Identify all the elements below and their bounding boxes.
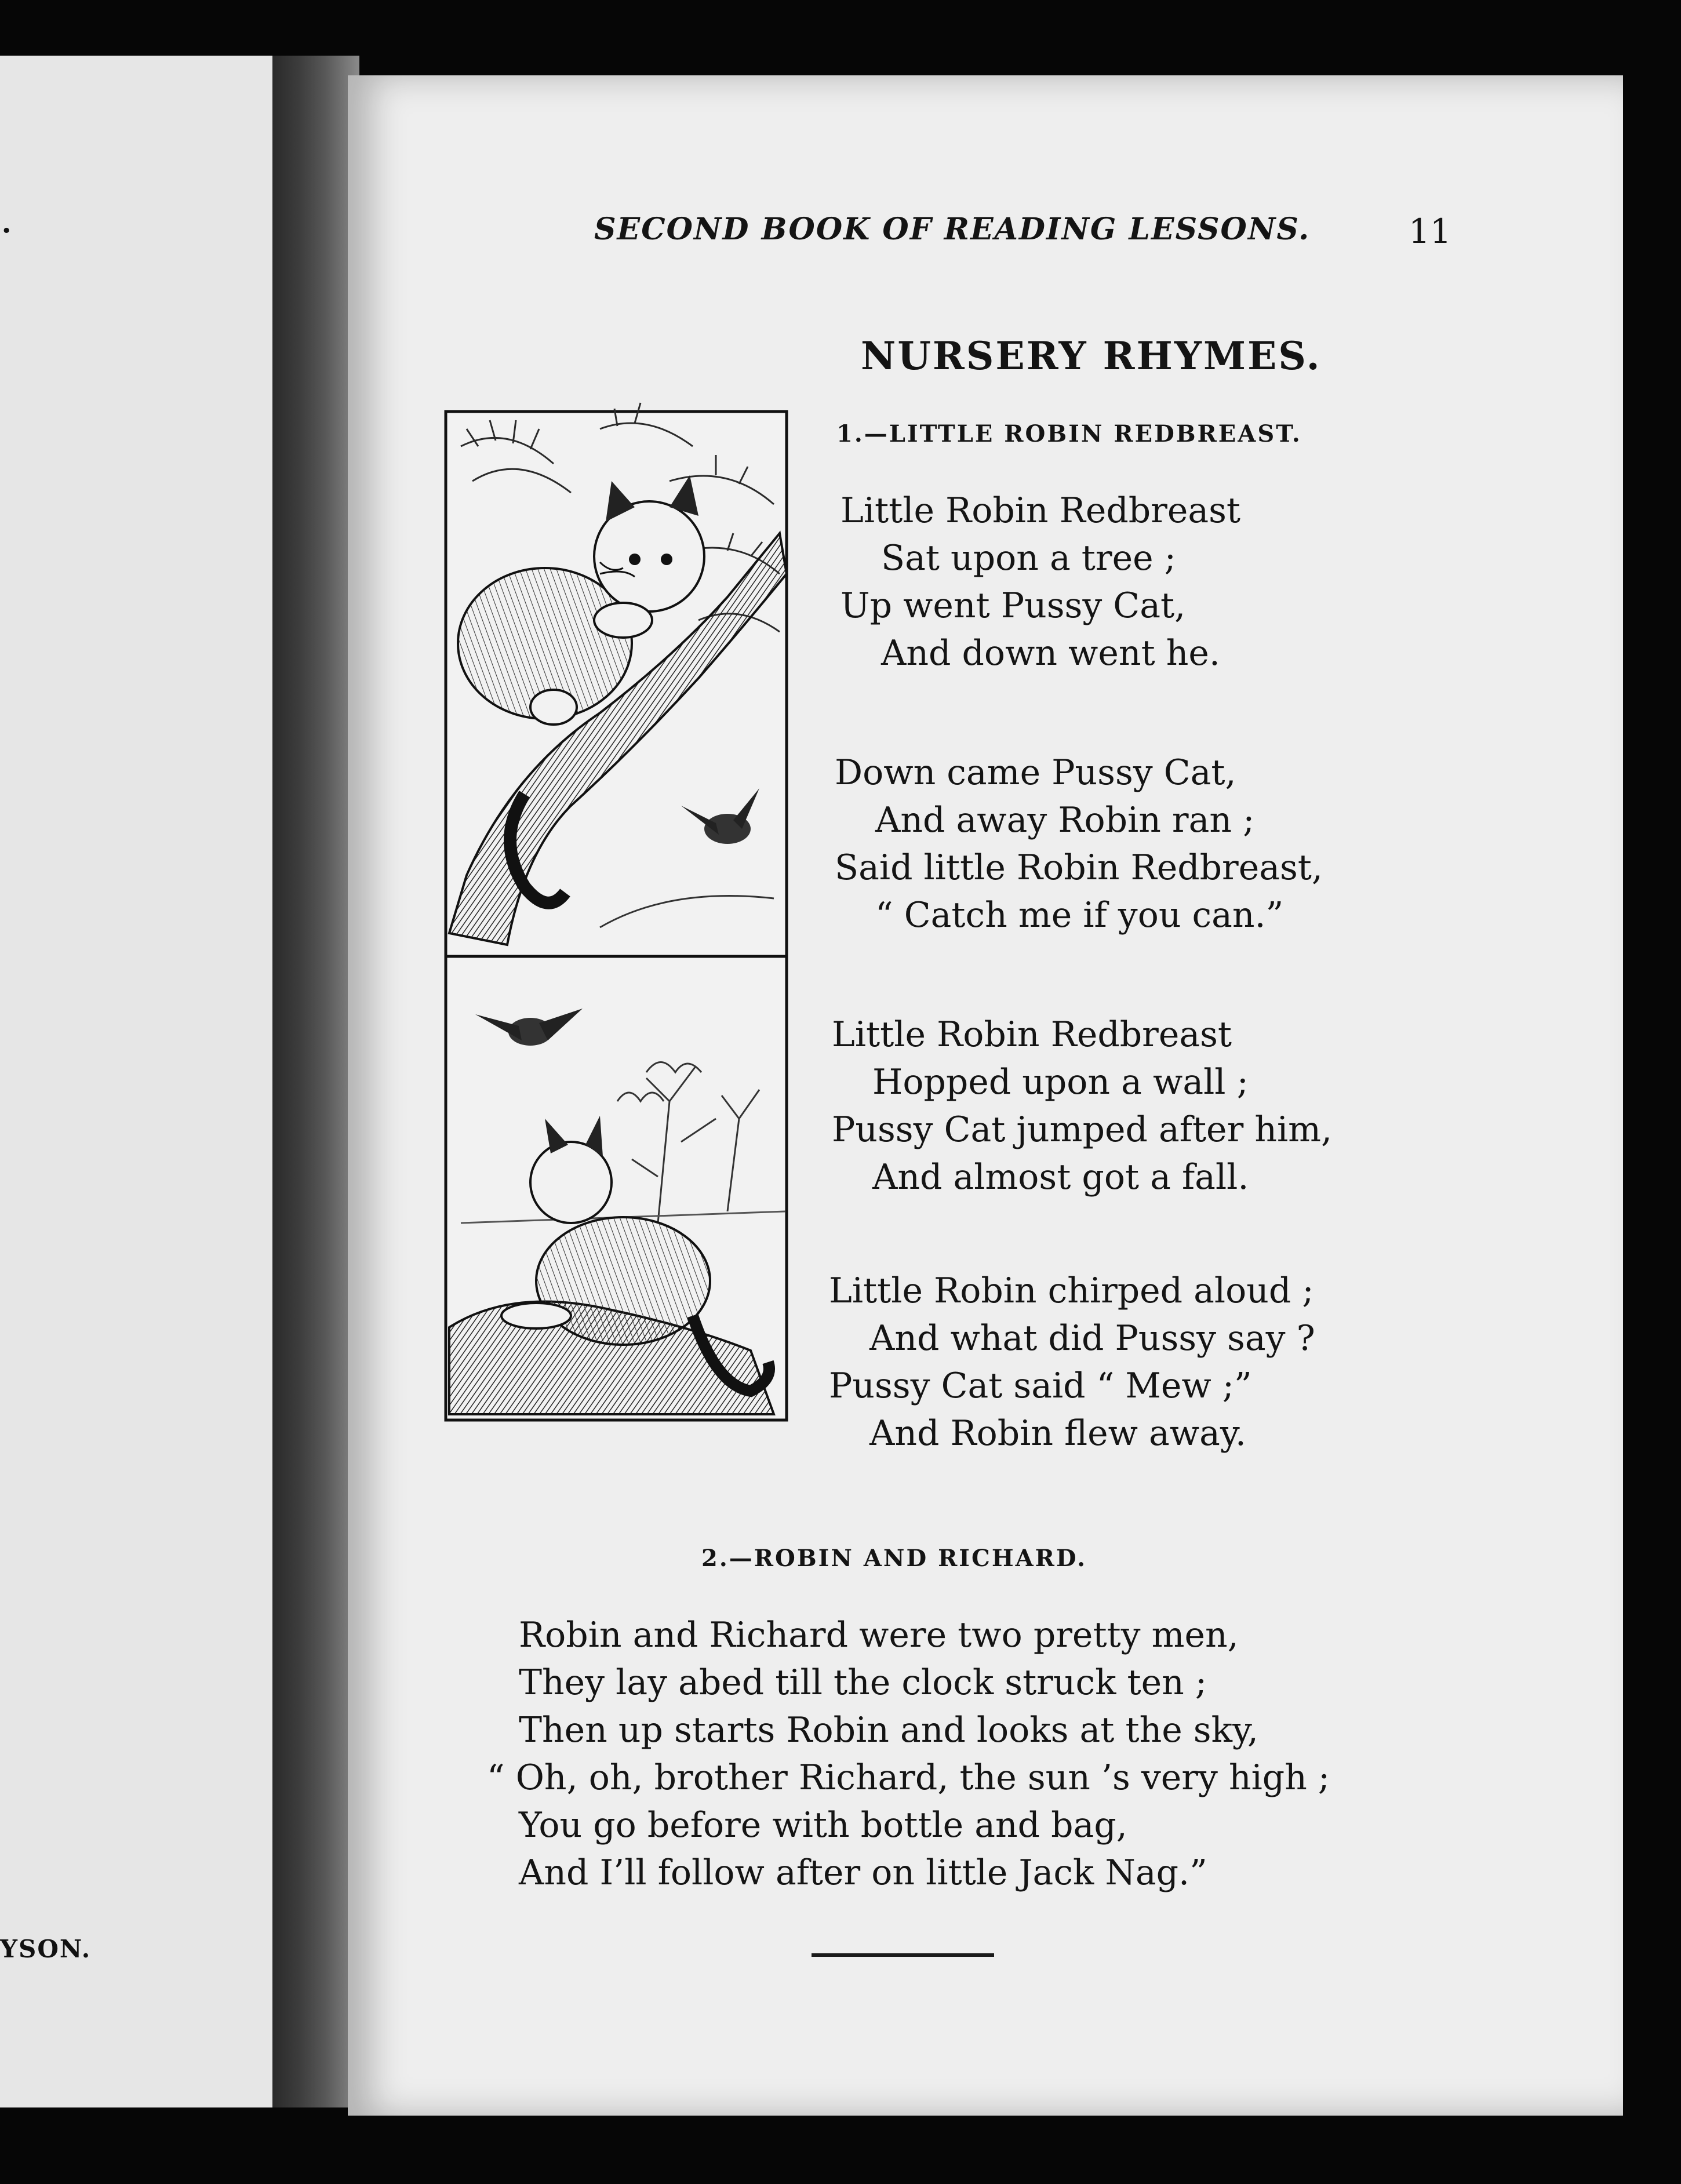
facing-page [0,56,272,2107]
verse-line: And Robin flew away. [869,1413,1246,1454]
verse-line: Pussy Cat said “ Mew ;” [829,1366,1252,1406]
verse-line: You go before with bottle and bag, [519,1805,1127,1846]
verse-line: They lay abed till the clock struck ten ; [519,1662,1207,1703]
facing-page-mark: . [0,195,13,242]
illustration [426,330,791,1432]
section-title: NURSERY RHYMES. [861,333,1322,378]
bottom-panel-cat-watching-robin [446,956,787,1420]
poem-heading-robin-and-richard: 2.—ROBIN AND RICHARD. [701,1545,1087,1572]
verse-line: And away Robin ran ; [875,800,1255,840]
verse-line: And I’ll follow after on little Jack Nag.” [519,1852,1207,1893]
running-head: SECOND BOOK OF READING LESSONS. [594,212,1311,247]
stanza [835,749,1323,939]
verse-line: Little Robin Redbreast [840,490,1240,531]
verse-line: Then up starts Robin and looks at the sky, [519,1710,1258,1750]
facing-page-signature-fragment: YSON. [0,1935,92,1963]
verse-line: “ Catch me if you can.” [875,895,1284,936]
verse-line: And almost got a fall. [872,1157,1249,1197]
verse-line: Down came Pussy Cat, [835,752,1236,793]
verse-line: Pussy Cat jumped after him, [832,1109,1333,1150]
stanza [829,1267,1315,1457]
page-number: 11 [1409,212,1451,251]
verse-line: And what did Pussy say ? [869,1318,1315,1359]
verse-line: Sat upon a tree ; [881,538,1176,578]
book-page [348,75,1623,2116]
verse-line: Little Robin chirped aloud ; [829,1271,1314,1311]
section-end-rule [812,1953,994,1957]
top-panel-cat-in-tree [446,403,787,956]
poem-robin-and-richard [487,1611,1330,1897]
verse-line: Said little Robin Redbreast, [835,847,1323,888]
stanza [832,1011,1332,1201]
verse-line: “ Oh, oh, brother Richard, the sun ’s very high ; [487,1757,1330,1798]
verse-line: And down went he. [881,633,1220,674]
verse-line: Robin and Richard were two pretty men, [519,1615,1239,1655]
book-gutter [272,56,359,2107]
verse-line: Hopped upon a wall ; [872,1062,1249,1102]
verse-line: Up went Pussy Cat, [840,585,1186,626]
verse-line: Little Robin Redbreast [832,1014,1232,1055]
poem-heading-little-robin-redbreast: 1.—LITTLE ROBIN REDBREAST. [836,420,1302,447]
stanza [840,487,1240,677]
